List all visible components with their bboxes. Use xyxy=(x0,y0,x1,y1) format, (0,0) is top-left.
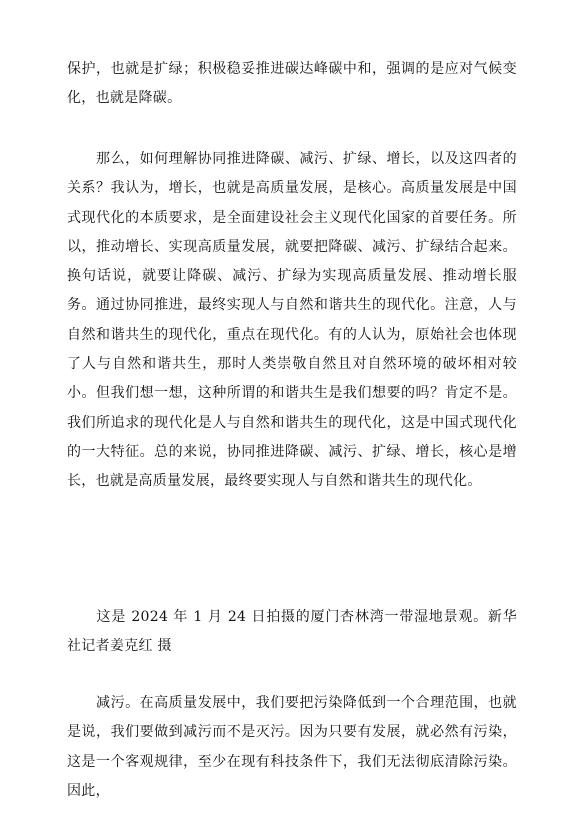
paragraph-climate-change: 保护，也就是扩绿；积极稳妥推进碳达峰碳中和，强调的是应对气候变化，也就是降碳。 xyxy=(67,61,517,107)
paragraph-pollution-reduction: 减污。在高质量发展中，我们要把污染降低到一个合理范围，也就是说，我们要做到减污而不是灭污。因为只要有发展，就必然有污染，这是一个客观规律，至少在现有科技条件下，我们无法彻底清除污染。因此， xyxy=(67,695,517,799)
paragraph-coordinated-promotion: 那么，如何理解协同推进降碳、减污、扩绿、增长，以及这四者的关系？我认为，增长，也就是高质量发展，是核心。高质量发展是中国式现代化的本质要求，是全面建设社会主义现代化国家的首要任务。所以，推动增长、实现高质量发展，就要把降碳、减污、扩绿结合起来。换句话说，就要让降碳、减污、扩绿为实现高质量发展、推动增长服务。通过协同推进，最终实现人与自然和谐共生的现代化。注意，人与自然和谐共生的现代化，重点在现代化。有的人认为，原始社会也体现了人与自然和谐共生，那时人类崇敬自然且对自然环境的破坏相对较小。但我们想一想，这种所谓的和谐共生是我们想要的吗？肯定不是。我们所追求的现代化是人与自然和谐共生的现代化，这是中国式现代化的一大特征。总的来说，协同推进降碳、减污、扩绿、增长，核心是增长，也就是高质量发展，最终要实现人与自然和谐共生的现代化。 xyxy=(67,151,517,490)
photo-caption: 这是 2024 年 1 月 24 日拍摄的厦门杏林湾一带湿地景观。新华社记者姜克红 摄 xyxy=(67,609,517,655)
